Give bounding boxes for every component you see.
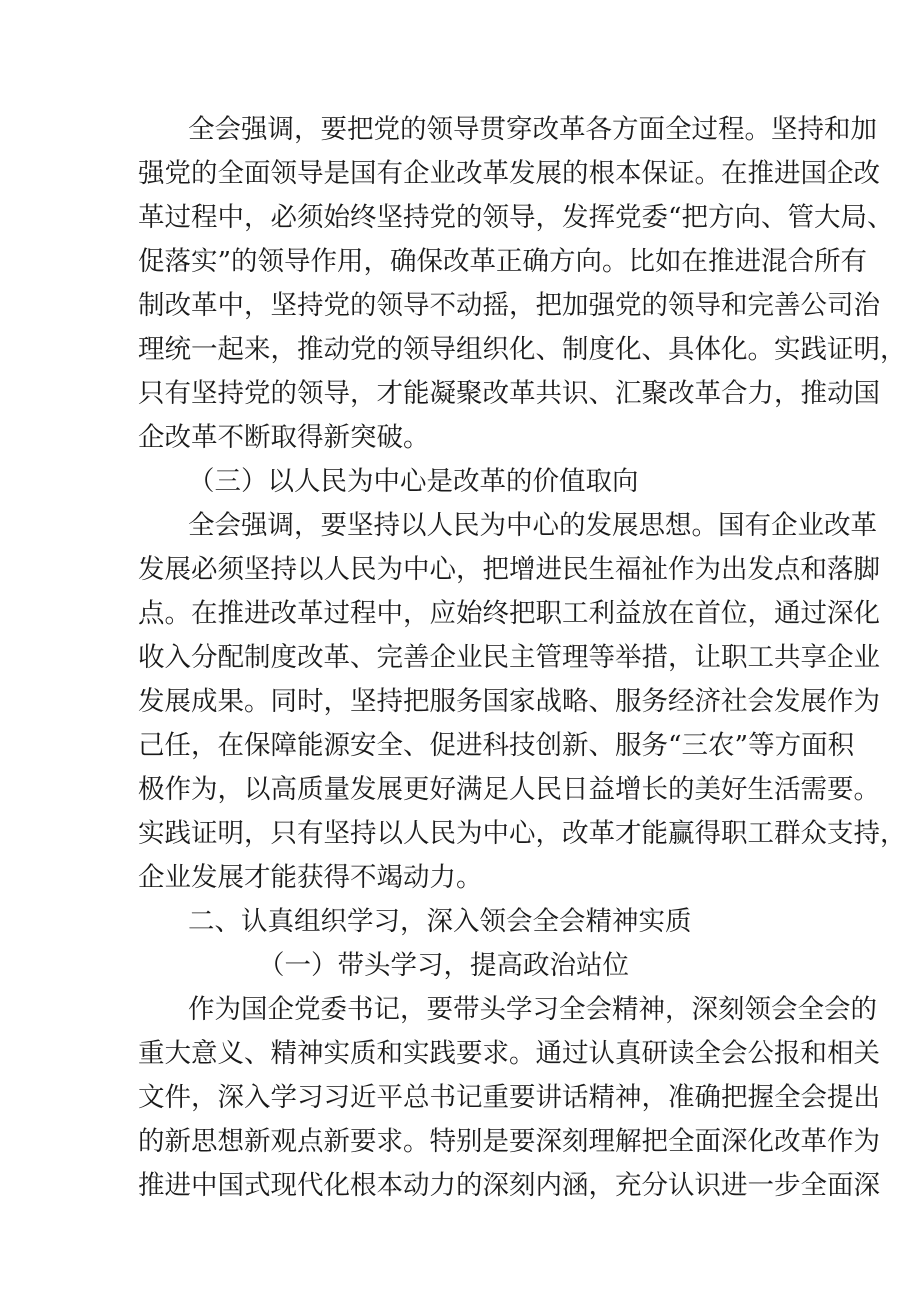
paragraph-3-line-4: 的新思想新观点新要求。特别是要深刻理解把全面深化改革作为 [138,1126,880,1157]
paragraph-1-line-4: 促落实”的领导作用，确保改革正确方向。比如在推进混合所有 [138,246,868,277]
paragraph-2-line-3: 点。在推进改革过程中，应始终把职工利益放在首位，通过深化 [138,598,880,629]
paragraph-1-line-3: 革过程中，必须始终坚持党的领导，发挥党委“把方向、管大局、 [138,202,894,233]
paragraph-2-line-4: 收入分配制度改革、完善企业民主管理等举措，让职工共享企业 [138,642,880,673]
paragraph-1-line-2: 强党的全面领导是国有企业改革发展的根本保证。在推进国企改 [138,158,880,189]
paragraph-2-line-7: 极作为，以高质量发展更好满足人民日益增长的美好生活需要。 [138,774,880,805]
paragraph-1-line-6: 理统一起来，推动党的领导组织化、制度化、具体化。实践证明， [138,334,907,365]
section-heading-1: （一）带头学习，提高政治站位 [258,950,629,981]
section-heading-3: （三）以人民为中心是改革的价值取向 [188,466,639,497]
paragraph-2-line-2: 发展必须坚持以人民为中心，把增进民生福祉作为出发点和落脚 [138,554,880,585]
paragraph-3-line-2: 重大意义、精神实质和实践要求。通过认真研读全会公报和相关 [138,1038,880,1069]
paragraph-2-line-5: 发展成果。同时，坚持把服务国家战略、服务经济社会发展作为 [138,686,880,717]
paragraph-1-line-1: 全会强调，要把党的领导贯穿改革各方面全过程。坚持和加 [188,114,877,145]
paragraph-2-line-6: 己任，在保障能源安全、促进科技创新、服务“三农”等方面积 [138,730,855,761]
paragraph-2-line-9: 企业发展才能获得不竭动力。 [138,862,483,893]
paragraph-1-line-7: 只有坚持党的领导，才能凝聚改革共识、汇聚改革合力，推动国 [138,378,880,409]
paragraph-2-line-8: 实践证明，只有坚持以人民为中心，改革才能赢得职工群众支持， [138,818,907,849]
paragraph-3-line-3: 文件，深入学习习近平总书记重要讲话精神，准确把握全会提出 [138,1082,880,1113]
paragraph-3-line-5: 推进中国式现代化根本动力的深刻内涵，充分认识进一步全面深 [138,1170,880,1201]
paragraph-1-line-5: 制改革中，坚持党的领导不动摇，把加强党的领导和完善公司治 [138,290,880,321]
paragraph-1-line-8: 企改革不断取得新突破。 [138,422,430,453]
paragraph-2-line-1: 全会强调，要坚持以人民为中心的发展思想。国有企业改革 [188,510,877,541]
paragraph-3-line-1: 作为国企党委书记，要带头学习全会精神，深刻领会全会的 [188,994,877,1025]
chapter-heading-2: 二、认真组织学习，深入领会全会精神实质 [188,906,692,937]
